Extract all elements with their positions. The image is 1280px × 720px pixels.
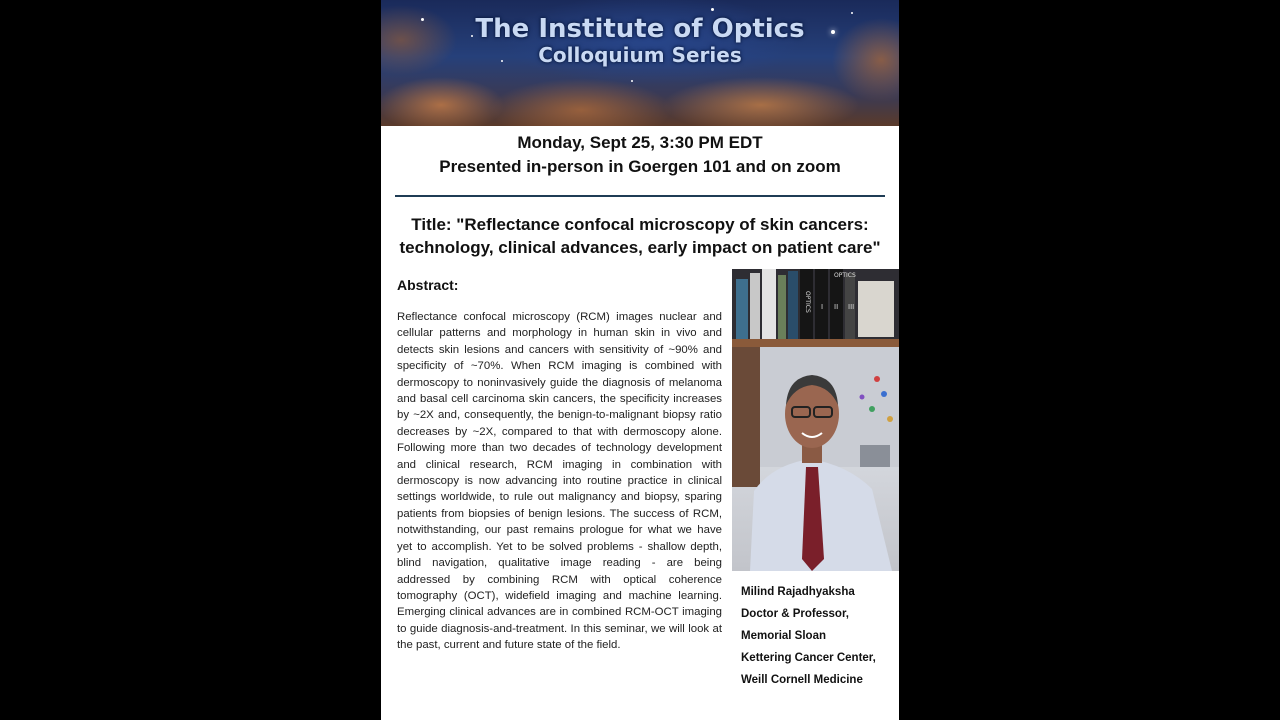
monitor [860, 445, 890, 467]
talk-title-line-1: Title: "Reflectance confocal microscopy of skin cancers: [411, 215, 869, 234]
abstract-text: Reflectance confocal microscopy (RCM) images nuclear and cellular patterns and morphology in human skin in vivo and detects skin lesions and cancers with sensitivity of ~90% and specificity of ~70%. When RCM imaging is combined with dermoscopy to noninvasively guide the diagnosis of melanoma and basal cell carcinoma skin cancers, the specificity increases by ~2X and, consequently, the benign-to-malignant biopsy ratio decreases by ~2X, compared to that with dermoscopy alone. Following more than two decades of technology development and clinical research, RCM imaging in combination with dermoscopy is now advancing into routine practice in clinical settings worldwide, to rule out malignancy and biopsy, sparing patients from biopsies of benign lesions. The success of RCM, notwithstanding, our past remains prologue for what we have yet to accomplish. Yet to be solved problems - shallow depth, blind navigation, qualitative image reading - are being addressed by combining RCM with optical coherence tomography (OCT), widefield imaging and machine learning. Emerging clinical advances are in combined RCM-OCT imaging to guide diagnosis-and-treatment. In this seminar, we will look at the past, current and future state of the field. [397, 311, 722, 652]
speaker-photo [732, 269, 899, 571]
book [788, 271, 798, 339]
book-spine-label: OPTICS [804, 291, 811, 313]
framed-picture [858, 281, 894, 337]
colloquium-poster [381, 0, 899, 720]
event-venue: Presented in-person in Goergen 101 and on zoom [439, 157, 841, 176]
book-spine-label: II [834, 303, 839, 311]
book-spine-label: I [821, 303, 824, 311]
speaker-photo-illustration [732, 269, 899, 571]
talk-title-line-2: technology, clinical advances, early impact on patient care" [399, 238, 881, 257]
abstract-heading: Abstract: [397, 277, 459, 293]
speaker-name: Milind Rajadhyaksha [741, 586, 855, 598]
speaker-affiliation: Weill Cornell Medicine [741, 674, 863, 686]
wall-dot [860, 395, 865, 400]
wall-dot [887, 416, 893, 422]
section-divider [395, 195, 885, 197]
cabinet [732, 347, 760, 487]
wall-dot [869, 406, 875, 412]
star-decoration [631, 80, 633, 82]
book [762, 269, 776, 339]
shelf-board [732, 339, 899, 347]
book [778, 275, 786, 339]
book-spine-label: OPTICS [834, 272, 856, 279]
banner-title: The Institute of Optics [475, 14, 805, 44]
speaker-affiliation: Memorial Sloan [741, 630, 826, 642]
banner-image [381, 0, 899, 126]
star-decoration [711, 8, 714, 11]
book [736, 279, 748, 339]
book [750, 273, 760, 339]
wall-dot [881, 391, 887, 397]
speaker-info [741, 581, 876, 691]
speaker-role: Doctor & Professor, [741, 608, 849, 620]
book-spine-label: III [848, 303, 855, 311]
speaker-affiliation: Kettering Cancer Center, [741, 652, 876, 664]
event-date-time: Monday, Sept 25, 3:30 PM EDT [517, 133, 763, 152]
banner-subtitle: Colloquium Series [538, 43, 742, 67]
wall-dot [874, 376, 880, 382]
